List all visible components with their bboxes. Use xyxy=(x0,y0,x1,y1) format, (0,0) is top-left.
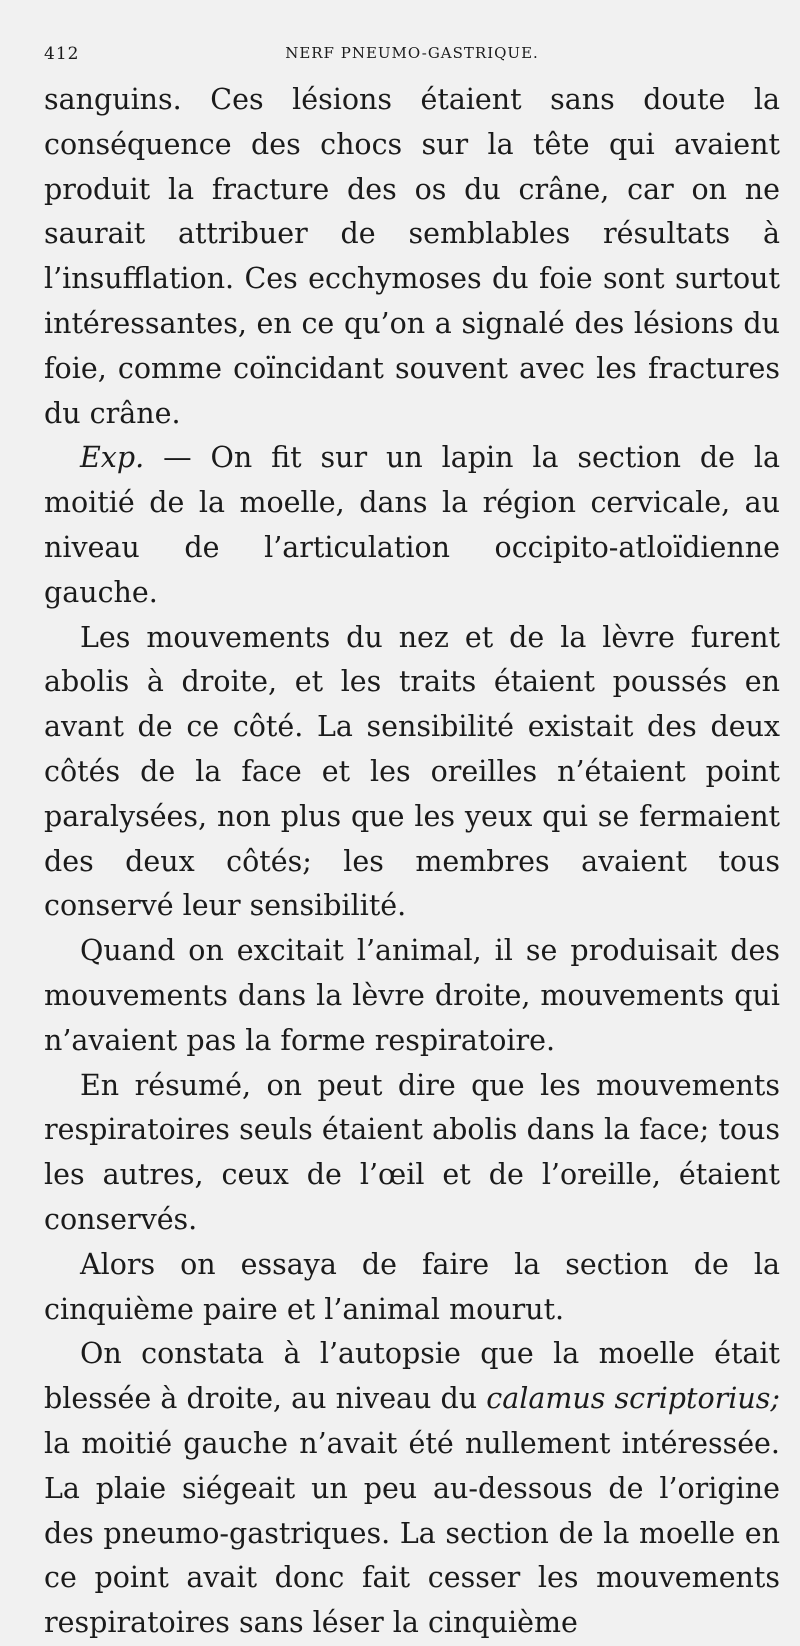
paragraph-5: En résumé, on peut dire que les mouvements respiratoires seuls étaient abolis dans la face; tous les autres, ceux de l’œil et de l’oreille, étaient conservés. xyxy=(44,1068,780,1236)
paragraph-7-before: On constata à l’autopsie que la moelle était blessée à droite, au niveau du xyxy=(44,1337,780,1416)
latin-term: calamus scriptorius; xyxy=(486,1382,780,1416)
exp-label: Exp. xyxy=(80,441,145,475)
paragraph-3: Les mouvements du nez et de la lèvre furent abolis à droite, et les traits étaient poussés en avant de ce côté. La sensibilité existait des deux côtés de la face et les oreilles n’étaient point paralysées, non plus que les yeux qui se fermaient des deux côtés; les membres avaient tous conservé leur sensibilité. xyxy=(44,620,780,923)
paragraph-7 xyxy=(44,1332,780,1646)
paragraph-2 xyxy=(44,436,780,615)
paragraph-2-text: — On fit sur un lapin la section de la moitié de la moelle, dans la région cervicale, au niveau de l’articulation occipito-atloïdienne gauche. xyxy=(44,441,780,609)
page-number: 412 xyxy=(44,44,80,64)
paragraph-4: Quand on excitait l’animal, il se produisait des mouvements dans la lèvre droite, mouvements qui n’avaient pas la forme respiratoire. xyxy=(44,934,780,1057)
page-header xyxy=(44,44,780,70)
paragraph-6: Alors on essaya de faire la section de la cinquième paire et l’animal mourut. xyxy=(44,1247,780,1326)
running-head: NERF PNEUMO-GASTRIQUE. xyxy=(285,44,539,62)
body-text xyxy=(44,78,780,1646)
paragraph-1: sanguins. Ces lésions étaient sans doute la conséquence des chocs sur la tête qui avaient produit la fracture des os du crâne, car on ne saurait attribuer de semblables résultats à l’insufflation. Ces ecchymoses du foie sont surtout intéressantes, en ce qu’on a signalé des lésions du foie, comme coïncidant souvent avec les fractures du crâne. xyxy=(44,83,780,430)
paragraph-7-after: la moitié gauche n’avait été nullement intéressée. La plaie siégeait un peu au-dessous de l’origine des pneumo-gastriques. La section de la moelle en ce point avait donc fait cesser les mouvements respiratoires sans léser la cinquième xyxy=(44,1426,780,1640)
